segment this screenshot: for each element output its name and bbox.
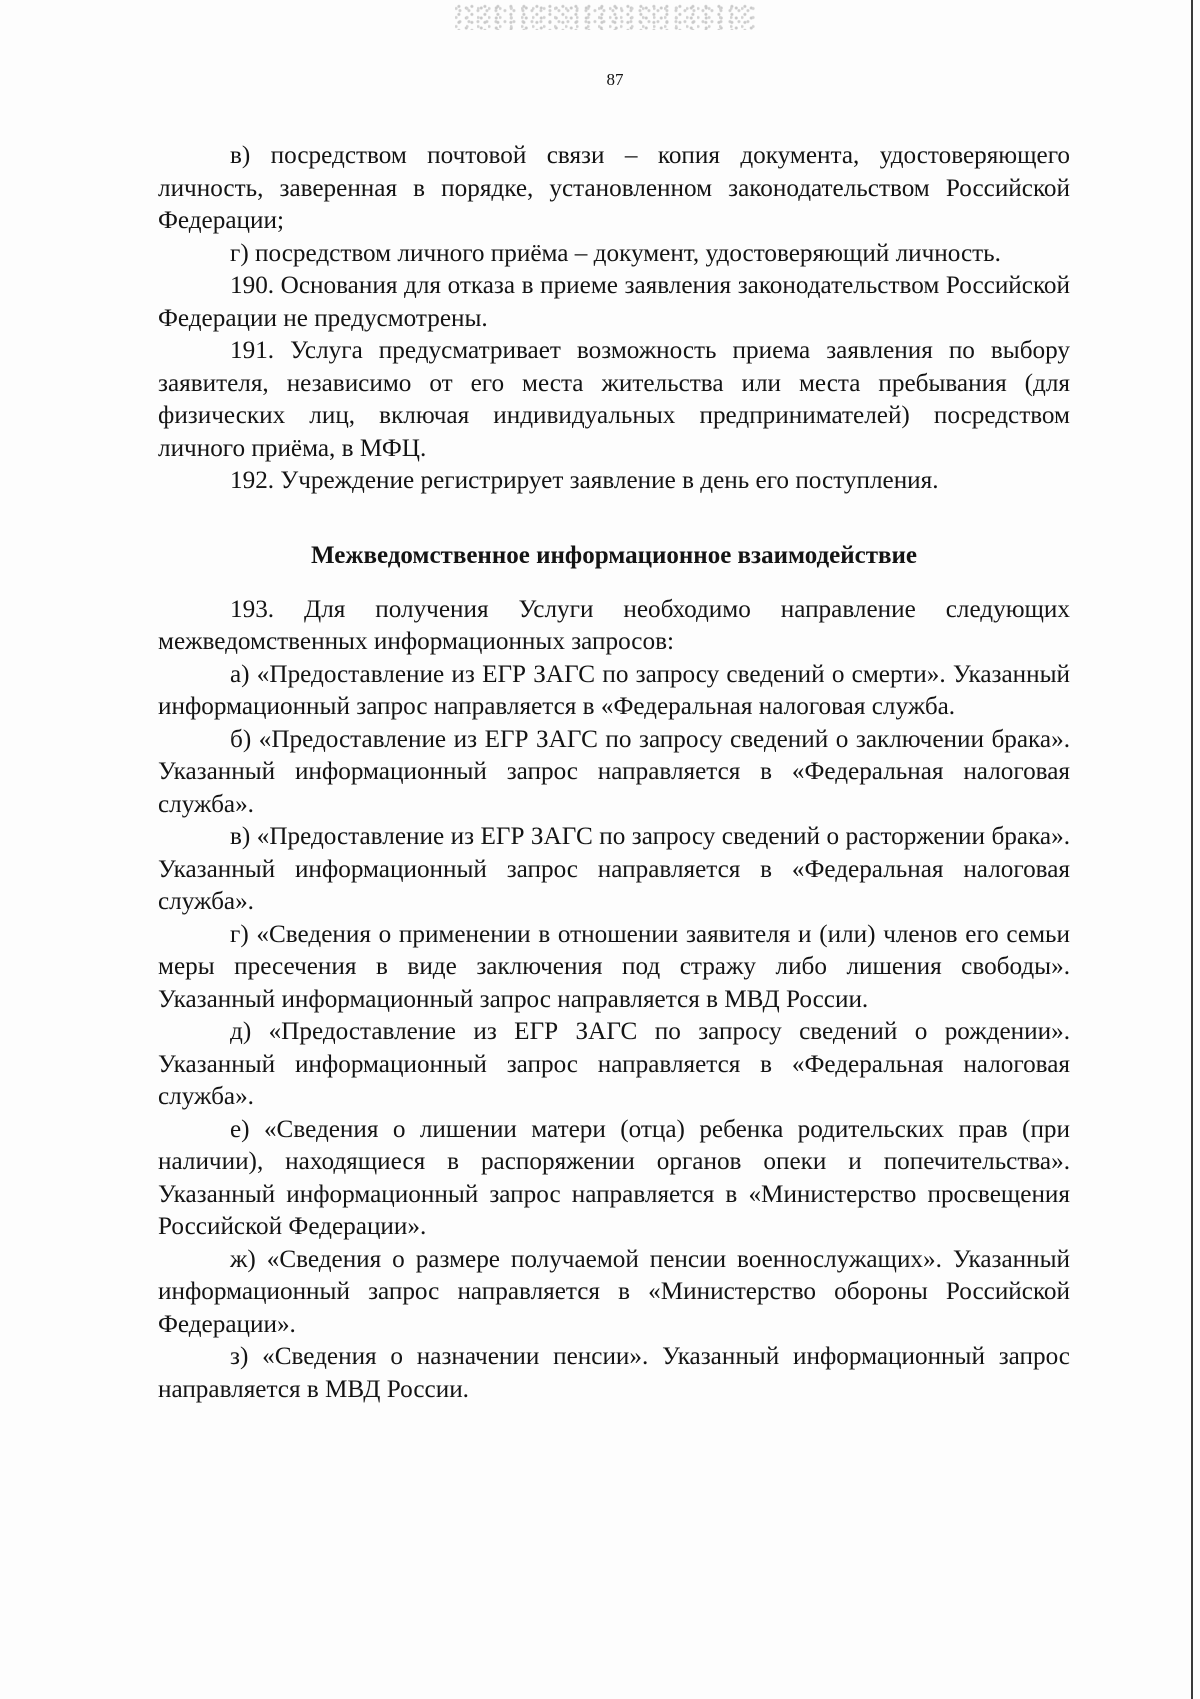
paragraph-191: 191. Услуга предусматривает возможность приема заявления по выбору заявителя, независимо от его места жительства или места пребывания (для физических лиц, включая индивидуальных предпринимателей) посредством личного приёма, в МФЦ. [158,337,1070,462]
paragraph-193-a: а) «Предоставление из ЕГР ЗАГС по запросу сведений о смерти». Указанный информационный запрос направляется в «Федеральная налоговая служба. [158,660,1070,720]
paragraph-193-b: б) «Предоставление из ЕГР ЗАГС по запросу сведений о заключении брака». Указанный информационный запрос направляется в «Федеральная налоговая служба». [158,725,1070,818]
paragraph-193-d: д) «Предоставление из ЕГР ЗАГС по запросу сведений о рождении». Указанный информационный запрос направляется в «Федеральная налоговая служба». [158,1018,1070,1110]
scan-noise [455,4,755,30]
paragraph-193-g: г) «Сведения о применении в отношении заявителя и (или) членов его семьи меры пресечения в виде заключения под стражу либо лишения свободы». Указанный информационный запрос направляется в МВД России. [158,920,1070,1013]
paragraph-193-e: е) «Сведения о лишении матери (отца) ребенка родительских прав (при наличии), находящиеся в распоряжении органов опеки и попечительства». Указанный информационный запрос направляется в «Министерство просвещения Российской Федерации». [158,1115,1070,1240]
paragraph-193: 193. Для получения Услуги необходимо направление следующих межведомственных информационных запросов: [158,595,1070,655]
paragraph-193-zh: ж) «Сведения о размере получаемой пенсии военнослужащих». Указанный информационный запрос направляется в «Министерство обороны Российской Федерации». [158,1245,1070,1338]
section-heading: Межведомственное информационное взаимодействие [311,541,917,569]
page-number: 87 [606,70,624,89]
paragraph-g-personal: г) посредством личного приёма – документ, удостоверяющий личность. [230,239,1001,267]
paragraph-v-post: в) посредством почтовой связи – копия документа, удостоверяющего личность, заверенная в порядке, установленном законодательством Российской Федерации; [158,142,1070,234]
paragraph-192: 192. Учреждение регистрирует заявление в день его поступления. [230,467,939,494]
scan-edge-line [1191,0,1193,1699]
paragraph-193-v: в) «Предоставление из ЕГР ЗАГС по запросу сведений о расторжении брака». Указанный информационный запрос направляется в «Федеральная налоговая служба». [158,823,1070,915]
paragraph-190: 190. Основания для отказа в приеме заявления законодательством Российской Федерации не предусмотрены. [158,272,1070,332]
paragraph-193-z: з) «Сведения о назначении пенсии». Указанный информационный запрос направляется в МВД России. [158,1343,1070,1403]
document-body [158,140,1070,1406]
